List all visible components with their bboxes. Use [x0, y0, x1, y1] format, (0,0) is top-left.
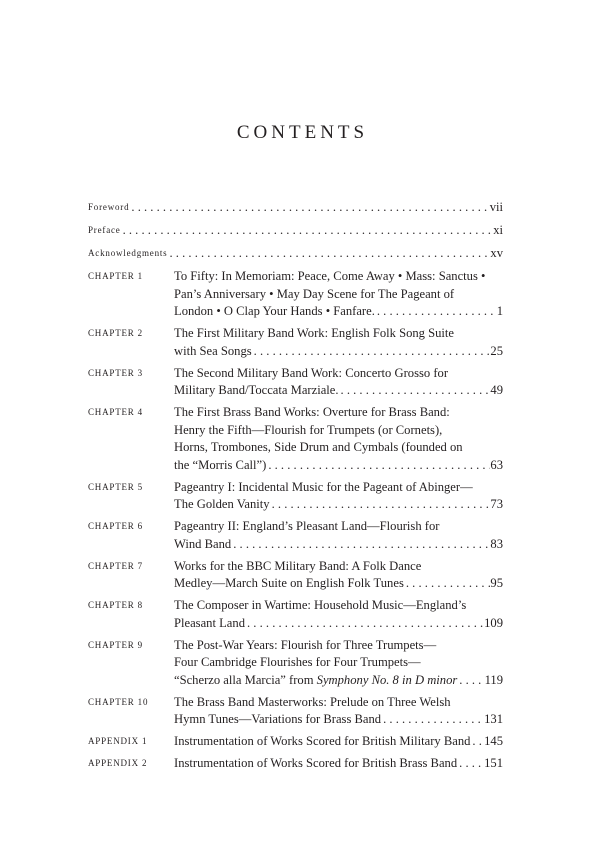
leader-line	[174, 496, 503, 514]
leader-dots	[245, 615, 484, 633]
entry-label: Foreword	[88, 202, 130, 212]
leader-line	[174, 382, 503, 400]
leader-dots	[266, 457, 490, 475]
leader-line	[174, 343, 503, 361]
leader-dots	[381, 711, 484, 729]
page-number: 131	[484, 712, 503, 726]
entry-body	[174, 637, 503, 690]
leader-dots	[129, 199, 489, 217]
toc-entry	[88, 479, 503, 514]
leader-dots	[270, 496, 491, 514]
chapter-label: CHAPTER 3	[88, 367, 143, 378]
leader-line	[88, 222, 503, 240]
table-of-contents	[88, 199, 503, 777]
chapter-label: APPENDIX 2	[88, 758, 148, 768]
leader-dots	[375, 303, 497, 321]
leader-line	[174, 615, 503, 633]
leader-line	[88, 245, 503, 263]
entry-title-line: Horns, Trombones, Side Drum and Cymbals (founded on	[174, 440, 463, 454]
entry-body	[174, 518, 503, 553]
entry-title-last-line	[174, 343, 252, 361]
page-number: 109	[484, 615, 503, 630]
toc-entry	[88, 268, 503, 321]
leader-line	[174, 536, 503, 554]
entry-title-last-line	[174, 575, 404, 593]
chapter-label: CHAPTER 7	[88, 560, 143, 571]
entry-body	[88, 199, 503, 217]
page-number: 73	[490, 497, 503, 511]
leader-line	[174, 755, 503, 773]
entry-title-line: Works for the BBC Military Band: A Folk Dance	[174, 558, 422, 573]
entry-body	[174, 733, 503, 751]
leader-dots	[252, 343, 491, 361]
chapter-label: CHAPTER 8	[88, 600, 143, 610]
leader-line	[174, 711, 503, 729]
toc-entry	[88, 597, 503, 632]
entry-title-line: Pageantry I: Incidental Music for the Pageant of Abinger—	[174, 479, 473, 494]
entry-body	[174, 694, 503, 729]
leader-line	[174, 575, 503, 593]
toc-entry	[88, 558, 503, 593]
page-number: xi	[493, 223, 503, 237]
entry-body	[88, 245, 503, 263]
entry-title-text: Hymn Tunes—Variations for Brass Band	[174, 712, 382, 726]
page-number: 83	[490, 536, 503, 551]
entry-body	[174, 755, 503, 773]
entry-title-last-line	[174, 755, 457, 773]
entry-title-line: The First Brass Band Works: Overture for Brass Band:	[174, 405, 450, 419]
entry-title-line: Pageantry II: England’s Pleasant Land—Flourish for	[174, 519, 440, 533]
chapter-label: CHAPTER 6	[88, 521, 143, 531]
chapter-label: CHAPTER 4	[88, 407, 143, 417]
chapter-label: CHAPTER 2	[88, 328, 143, 338]
leader-dots	[457, 672, 484, 690]
leader-dots	[339, 382, 491, 400]
entry-title-last-line	[174, 496, 270, 514]
entry-title-last-line	[174, 382, 339, 400]
chapter-label: CHAPTER 1	[88, 271, 143, 281]
entry-title-text: London • O Clap Your Hands • Fanfare.	[174, 304, 375, 318]
entry-body	[174, 404, 503, 474]
page-number: 95	[490, 576, 503, 590]
entry-title-last-line	[174, 615, 245, 633]
entry-label: Acknowledgments	[88, 248, 168, 258]
entry-body	[174, 268, 503, 321]
toc-entry	[88, 365, 503, 400]
chapter-label: CHAPTER 5	[88, 481, 143, 492]
leader-dots	[231, 536, 490, 554]
toc-entry	[88, 518, 503, 553]
leader-line	[174, 303, 503, 321]
chapter-label: APPENDIX 1	[88, 736, 148, 746]
leader-dots	[404, 575, 491, 593]
page-number: 151	[484, 756, 503, 770]
page-number: 63	[490, 457, 503, 472]
leader-dots	[121, 222, 494, 240]
entry-label: Preface	[88, 225, 121, 235]
toc-entry	[88, 637, 503, 690]
toc-entry	[88, 694, 503, 729]
entry-title-line: Pan’s Anniversary • May Day Scene for The Pageant of	[174, 286, 455, 301]
entry-body	[174, 479, 503, 514]
entry-title-last-line	[174, 672, 457, 690]
chapter-label: CHAPTER 10	[88, 696, 149, 707]
page-number: xv	[490, 246, 503, 260]
chapter-label: CHAPTER 9	[88, 639, 143, 650]
entry-body	[174, 325, 503, 360]
leader-line	[174, 672, 503, 690]
toc-entry	[88, 222, 503, 240]
entry-title-text: “Scherzo alla Marcia” from	[174, 672, 317, 687]
entry-title-line: Henry the Fifth—Flourish for Trumpets (or Cornets),	[174, 422, 443, 437]
entry-title-text: Pleasant Land	[174, 615, 245, 630]
entry-title-line: The Composer in Wartime: Household Music—England’s	[174, 598, 467, 612]
toc-entry	[88, 733, 503, 751]
entry-title-line: Four Cambridge Flourishes for Four Trumpets—	[174, 655, 421, 669]
leader-dots	[457, 755, 484, 773]
leader-dots	[470, 733, 484, 751]
entry-title-last-line	[174, 536, 231, 554]
entry-title-text: Wind Band	[174, 536, 232, 551]
entry-body	[174, 558, 503, 593]
toc-entry	[88, 325, 503, 360]
entry-title-line: The Second Military Band Work: Concerto Grosso for	[174, 365, 449, 380]
entry-title-text: Instrumentation of Works Scored for British Brass Band	[174, 756, 458, 770]
entry-title-last-line	[174, 457, 266, 475]
entry-body	[174, 597, 503, 632]
entry-body	[174, 365, 503, 400]
italic-work-title: Symphony No. 8 in D minor	[316, 672, 458, 687]
entry-title-line: To Fifty: In Memoriam: Peace, Come Away • Mass: Sanctus •	[174, 269, 486, 283]
page-number: vii	[489, 200, 503, 214]
entry-title-text: Military Band/Toccata Marziale.	[174, 383, 339, 397]
entry-title-last-line	[174, 733, 470, 751]
toc-entry	[88, 755, 503, 773]
page-number: 119	[484, 672, 503, 687]
entry-title-last-line	[174, 711, 381, 729]
leader-dots	[168, 245, 491, 263]
page-number: 25	[490, 343, 503, 358]
entry-title-last-line	[174, 303, 375, 321]
toc-entry	[88, 404, 503, 474]
entry-title-line: The First Military Band Work: English Folk Song Suite	[174, 326, 455, 340]
toc-entry	[88, 199, 503, 217]
entry-title-text: the “Morris Call”)	[174, 457, 267, 472]
page-title: CONTENTS	[236, 122, 369, 143]
leader-line	[174, 733, 503, 751]
leader-line	[88, 199, 503, 217]
leader-line	[174, 457, 503, 475]
entry-title-text: The Golden Vanity	[174, 497, 270, 511]
page-number: 49	[490, 383, 503, 397]
entry-body	[88, 222, 503, 240]
page-number: 145	[484, 734, 503, 748]
toc-entry	[88, 245, 503, 263]
page-number: 1	[496, 304, 503, 318]
entry-title-line: The Post-War Years: Flourish for Three Trumpets—	[174, 637, 437, 652]
entry-title-text: Medley—March Suite on English Folk Tunes	[174, 576, 404, 590]
entry-title-text: Instrumentation of Works Scored for British Military Band	[174, 734, 471, 748]
entry-title-text: with Sea Songs	[174, 343, 252, 358]
entry-title-line: The Brass Band Masterworks: Prelude on Three Welsh	[174, 694, 451, 709]
